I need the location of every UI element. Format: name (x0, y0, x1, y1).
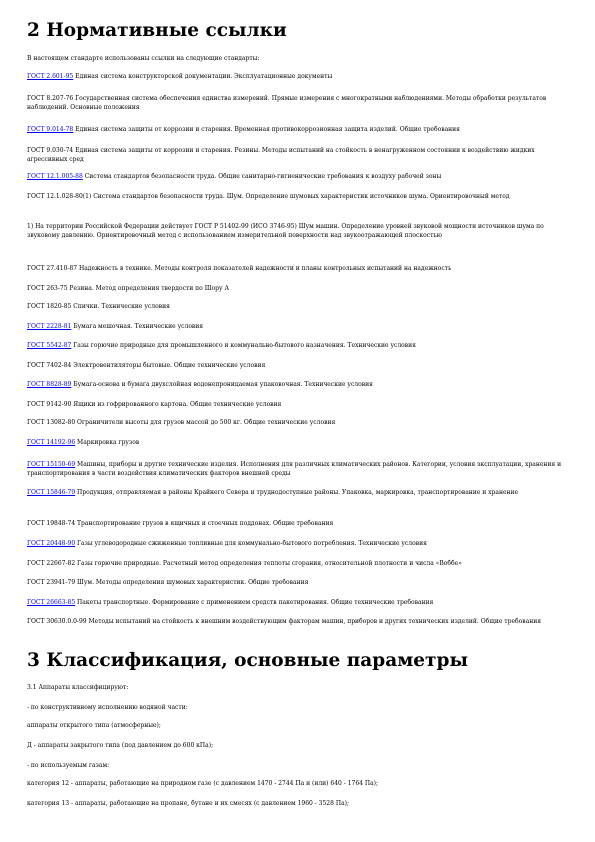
standard-code: ГОСТ 8.207-76 (27, 95, 74, 102)
reference-item (27, 598, 572, 607)
standard-code: ГОСТ 263-75 (27, 285, 68, 292)
standard-title: 1) На территории Российской Федерации действует ГОСТ Р 51402-99 (ИСО 3746-95) Шум машин. Определение уровней звуковой мощности источников шума по звуковому давлению. Ориентировочный метод с использованием измерительной поверхности над звукоотражающей плоскостью (27, 223, 544, 239)
standard-title: Система стандартов безопасности труда. Общие санитарно-гигиенические требования к воздуху рабочей зоны (82, 173, 442, 180)
reference-item (27, 361, 572, 370)
reference-item (27, 418, 572, 427)
standard-title: Единая система конструкторской документации. Эксплуатационные документы (73, 73, 333, 80)
standard-link[interactable]: ГОСТ 12.1.005-88 (27, 173, 83, 180)
standard-code: ГОСТ 9142-90 (27, 401, 72, 408)
standard-title: Газы горючие природные. Расчетный метод определения теплоты сгорания, относительной плотности и числа «Воббе» (75, 560, 462, 567)
reference-item (27, 539, 572, 548)
standard-title: Ящики из гофрированного картона. Общие технические условия (71, 401, 282, 408)
standard-link[interactable]: ГОСТ 8828-89 (27, 381, 72, 388)
standard-title: Ограничители высоты для грузов массой до 500 кг. Общие технические условия (75, 419, 336, 426)
section-3-line: категория 12 - аппараты, работающие на природном газе (с давлением 1470 - 2744 Па и (или) 640 - 1764 Па); (27, 780, 379, 787)
reference-item (27, 488, 572, 497)
standard-code: ГОСТ 1820-85 (27, 303, 72, 310)
reference-item (27, 284, 572, 293)
standard-code: ГОСТ 12.1.028-80 (27, 193, 83, 200)
reference-item (27, 617, 572, 626)
standard-link[interactable]: ГОСТ 5542-87 (27, 342, 72, 349)
reference-item (27, 519, 572, 528)
standard-link[interactable]: ГОСТ 26663-85 (27, 599, 76, 606)
standard-title: Единая система защиты от коррозии и старения. Резины. Методы испытаний на стойкость в ненагруженном состоянии к воздействию жидких агрессивных сред (27, 147, 535, 163)
standard-code: ГОСТ 23941-79 (27, 579, 76, 586)
reference-item (27, 94, 572, 112)
reference-item (27, 341, 572, 350)
standard-title: Пакеты транспортные. Формирование с применением средств пакетирования. Общие технические требования (75, 599, 434, 606)
section-3-line: - по используемым газам: (27, 762, 110, 769)
standard-title: Шум. Методы определения шумовых характеристик. Общие требования (75, 579, 309, 586)
reference-item (27, 72, 572, 81)
standard-code: ГОСТ 22667-82 (27, 560, 76, 567)
section-3-title: 3 Классификация, основные параметры (27, 650, 468, 671)
standard-link[interactable]: ГОСТ 14192-96 (27, 439, 76, 446)
standard-code: ГОСТ 13082-80 (27, 419, 76, 426)
standard-title: Продукция, отправляемая в районы Крайнего Севера и труднодоступные районы. Упаковка, маркировка, транспортирование и хранение (75, 489, 519, 496)
reference-item (27, 322, 572, 331)
section-2-title: 2 Нормативные ссылки (27, 20, 287, 41)
reference-item (27, 578, 572, 587)
section-3-line: категория 13 - аппараты, работающие на пропане, бутане и их смесях (с давлением 1960 - 3528 Па); (27, 800, 350, 807)
reference-item (27, 192, 572, 201)
standard-title: Государственная система обеспечения единства измерений. Прямые измерения с многократными наблюдениями. Методы обработки результатов наблюдений. Основные положения (27, 95, 547, 111)
standard-code: ГОСТ 7402-84 (27, 362, 72, 369)
section-3-line: аппараты открытого типа (атмосферные); (27, 722, 161, 729)
section-3-line: Д - аппараты закрытого типа (под давлением до 600 кПа); (27, 742, 214, 749)
standard-link[interactable]: ГОСТ 15846-79 (27, 489, 76, 496)
standard-title: Маркировка грузов (75, 439, 140, 446)
standard-title: Электровентиляторы бытовые. Общие технические условия (71, 362, 266, 369)
standard-code: ГОСТ 19848-74 (27, 520, 76, 527)
standard-link[interactable]: ГОСТ 2228-81 (27, 323, 72, 330)
reference-item (27, 172, 572, 181)
standard-title: Транспортирование грузов в ящичных и стоечных поддонах. Общие требования (75, 520, 334, 527)
reference-item (27, 302, 572, 311)
reference-item (27, 400, 572, 409)
standard-title: Надежность в технике. Методы контроля показателей надежности и планы контрольных испытаний на надежность (77, 265, 452, 272)
standard-link[interactable]: ГОСТ 20448-90 (27, 540, 76, 547)
standard-title: Резина. Метод определения твердости по Шору А (67, 285, 229, 292)
standard-title: Единая система защиты от коррозии и старения. Временная противокоррозионная защита изделий. Общие требования (73, 126, 460, 133)
standard-link[interactable]: ГОСТ 2.601-95 (27, 73, 74, 80)
section-3-line: - по конструктивному исполнению водяной части: (27, 704, 188, 711)
reference-item (27, 222, 572, 240)
reference-item (27, 125, 572, 134)
section-3-line: 3.1 Аппараты классифицируют: (27, 684, 129, 691)
reference-item (27, 438, 572, 447)
standard-code: ГОСТ 9.030-74 (27, 147, 74, 154)
standard-title: Методы испытаний на стойкость к внешним воздействующим факторам машин, приборов и других технических изделий. Общие требования (86, 618, 541, 625)
reference-item (27, 380, 572, 389)
reference-item (27, 559, 572, 568)
section-2-intro: В настоящем стандарте использованы ссылки на следующие стандарты: (27, 55, 260, 62)
standard-link[interactable]: ГОСТ 9.014-78 (27, 126, 74, 133)
standard-title: Бумага-основа и бумага двухслойная водонепроницаемая упаковочная. Технические условия (71, 381, 373, 388)
standard-code: ГОСТ 27.410-87 (27, 265, 78, 272)
standard-title: Бумага мешочная. Технические условия (71, 323, 204, 330)
standard-title: Газы углеводородные сжиженные топливные для коммунально-бытового потребления. Технические условия (75, 540, 427, 547)
standard-title: (1) Система стандартов безопасности труда. Шум. Определение шумовых характеристик источников шума. Ориентировочный метод (82, 193, 510, 200)
reference-item (27, 460, 572, 478)
standard-code: ГОСТ 30630.0.0-99 (27, 618, 87, 625)
standard-title: Газы горючие природные для промышленного и коммунально-бытового назначения. Технические условия (71, 342, 416, 349)
standard-title: Спички. Технические условия (71, 303, 170, 310)
reference-item (27, 146, 572, 164)
standard-title: Машины, приборы и другие технические изделия. Исполнения для различных климатических районов. Категории, условия эксплуатации, хранения и транспортирования в части воздействия климатических факторов внешней среды (27, 461, 562, 477)
reference-item (27, 264, 572, 273)
standard-link[interactable]: ГОСТ 15150-69 (27, 461, 76, 468)
